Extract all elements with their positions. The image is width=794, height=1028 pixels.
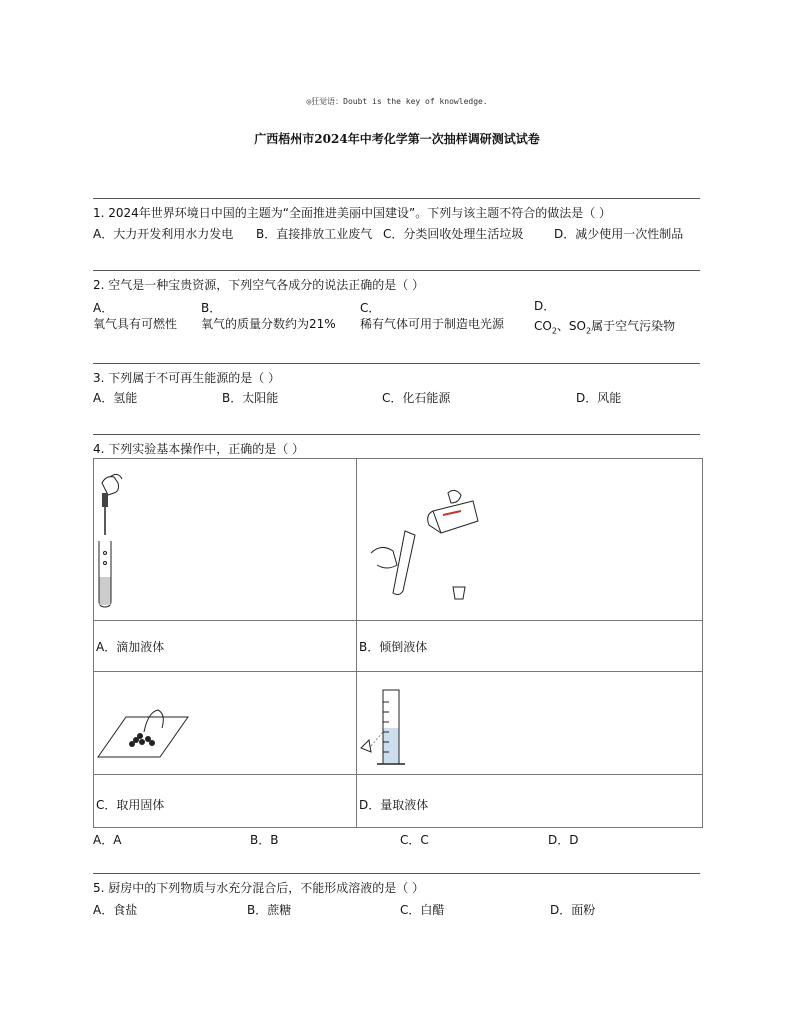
question-divider [93,198,700,199]
cell-c-image [93,671,357,775]
cell-b-image [356,458,703,621]
q4-option-a[interactable]: A．A [93,833,122,847]
subscript: 2 [586,326,592,336]
cell-d-image [356,671,703,775]
option-d-tail: 属于空气污染物 [591,319,676,333]
q1-option-c[interactable]: C．分类回收处理生活垃圾 [383,227,524,241]
dropper-test-tube-icon [96,473,136,628]
question-divider [93,270,700,271]
cell-c-label: C．取用固体 [96,798,165,812]
q3-option-c[interactable]: C．化石能源 [382,391,451,405]
taking-solid-icon [96,692,196,762]
q1-option-a[interactable]: A．大力开发利用水力发电 [93,227,234,241]
formula-co: CO [534,319,552,333]
question-4-text: 4. 下列实验基本操作中，正确的是（ ） [93,442,305,456]
q2-option-b-letter[interactable]: B． [201,301,222,315]
pouring-liquid-icon [363,481,483,601]
question-1-text: 1. 2024年世界环境日中国的主题为“全面推进美丽中国建设”。下列与该主题不符合的做法是（ ） [93,206,612,220]
header-note: ◎狂觉语：Doubt is the key of knowledge. [306,97,488,106]
cell-b-label: B．倾倒液体 [359,640,428,654]
q1-option-d[interactable]: D．减少使用一次性制品 [554,227,684,241]
q3-option-d[interactable]: D．风能 [576,391,622,405]
question-3-text: 3. 下列属于不可再生能源的是（ ） [93,371,281,385]
formula-so: 、SO [556,319,586,333]
q3-option-a[interactable]: A．氢能 [93,391,138,405]
q5-option-b[interactable]: B．蔗糖 [247,903,292,917]
page-title: 广西梧州市2024年中考化学第一次抽样调研测试试卷 [254,132,540,146]
cell-a-image [93,458,357,621]
q2-option-a[interactable]: 氧气具有可燃性 [93,317,178,331]
q2-option-d-letter[interactable]: D． [534,299,556,313]
q2-option-a-letter[interactable]: A． [93,301,114,315]
question-2-text: 2. 空气是一种宝贵资源，下列空气各成分的说法正确的是（ ） [93,278,425,292]
cell-d-label-box [356,774,703,828]
cell-c-label-box [93,774,357,828]
q2-option-d[interactable] [534,317,675,335]
cell-d-label: D．量取液体 [359,798,429,812]
q1-option-b[interactable]: B．直接排放工业废气 [256,227,373,241]
q5-option-a[interactable]: A．食盐 [93,903,138,917]
q4-option-d[interactable]: D．D [548,833,579,847]
subscript: 2 [551,326,557,336]
question-divider [93,363,700,364]
q3-option-b[interactable]: B．太阳能 [222,391,279,405]
cell-a-label: A．滴加液体 [96,640,165,654]
q4-option-c[interactable]: C．C [400,833,429,847]
q2-option-c-letter[interactable]: C． [360,301,381,315]
q2-option-b[interactable]: 氧气的质量分数约为21% [201,317,336,331]
q2-option-c[interactable]: 稀有气体可用于制造电光源 [360,317,505,331]
cell-b-label-box [356,620,703,672]
question-divider [93,434,700,435]
q4-option-b[interactable]: B．B [250,833,279,847]
graduated-cylinder-icon [359,682,419,772]
cell-a-label-box [93,620,357,672]
image-options-table [93,458,703,828]
question-5-text: 5. 厨房中的下列物质与水充分混合后，不能形成溶液的是（ ） [93,881,425,895]
q5-option-c[interactable]: C．白醋 [400,903,445,917]
q5-option-d[interactable]: D．面粉 [550,903,596,917]
question-divider [93,873,700,874]
